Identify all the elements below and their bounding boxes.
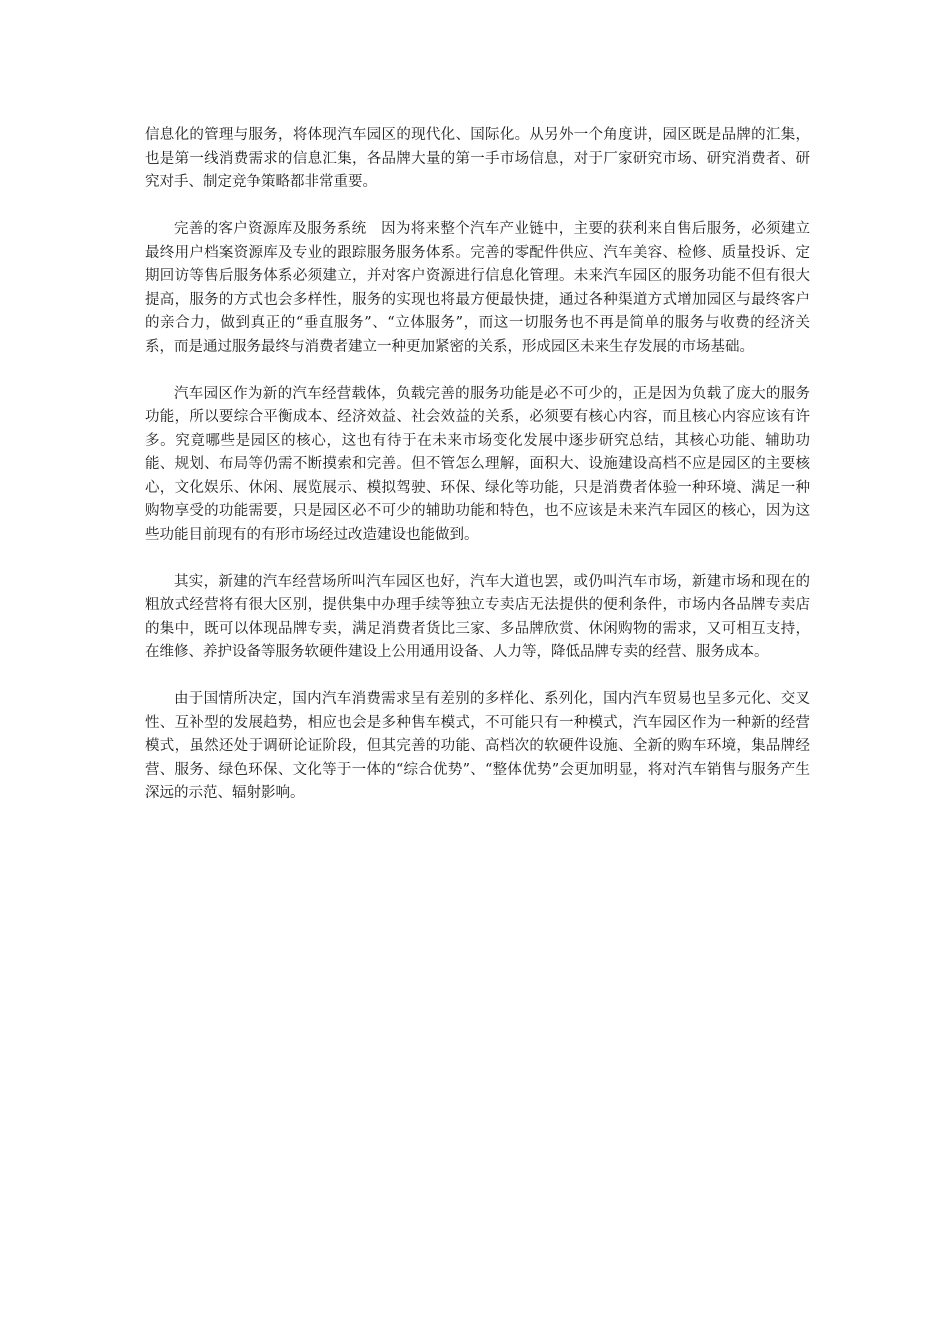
document-body bbox=[145, 124, 810, 829]
paragraph-new-market: 其实，新建的汽车经营场所叫汽车园区也好，汽车大道也罢，或仍叫汽车市场，新建市场和现在的粗放式经营将有很大区别，提供集中办理手续等独立专卖店无法提供的便利条件，市场内各品牌专卖店的集中，既可以体现品牌专卖，满足消费者货比三家、多品牌欣赏、休闲购物的需求，又可相互支持，在维修、养护设备等服务软硬件建设上公用通用设备、人力等，降低品牌专卖的经营、服务成本。 bbox=[145, 573, 810, 660]
paragraph-continuation: 信息化的管理与服务，将体现汽车园区的现代化、国际化。从另外一个角度讲，园区既是品牌的汇集，也是第一线消费需求的信息汇集，各品牌大量的第一手市场信息，对于厂家研究市场、研究消费者、研究对手、制定竞争策略都非常重要。 bbox=[145, 127, 810, 190]
paragraph-customer-resource: 完善的客户资源库及服务系统 因为将来整个汽车产业链中，主要的获利来自售后服务，必须建立最终用户档案资源库及专业的跟踪服务服务体系。完善的零配件供应、汽车美容、检修、质量投诉、定期回访等售后服务体系必须建立，并对客户资源进行信息化管理。未来汽车园区的服务功能不但有很大提高，服务的方式也会多样性，服务的实现也将最方便最快捷，通过各种渠道方式增加园区与最终客户的亲合力，做到真正的“垂直服务”、“立体服务”，而这一切服务也不再是简单的服务与收费的经济关系，而是通过服务最终与消费者建立一种更加紧密的关系，形成园区未来生存发展的市场基础。 bbox=[145, 221, 810, 355]
paragraph-conclusion: 由于国情所决定，国内汽车消费需求呈有差别的多样化、系列化，国内汽车贸易也呈多元化、交叉性、互补型的发展趋势，相应也会是多种售车模式，不可能只有一种模式，汽车园区作为一种新的经营模式，虽然还处于调研论证阶段，但其完善的功能、高档次的软硬件设施、全新的购车环境，集品牌经营、服务、绿色环保、文化等于一体的“综合优势”、“整体优势”会更加明显，将对汽车销售与服务产生深远的示范、辐射影响。 bbox=[145, 691, 810, 801]
paragraph-park-core: 汽车园区作为新的汽车经营载体，负载完善的服务功能是必不可少的，正是因为负载了庞大的服务功能，所以要综合平衡成本、经济效益、社会效益的关系，必须要有核心内容，而且核心内容应该有许多。究竟哪些是园区的核心，这也有待于在未来市场变化发展中逐步研究总结，其核心功能、辅助功能、规划、布局等仍需不断摸索和完善。但不管怎么理解，面积大、设施建设高档不应是园区的主要核心，文化娱乐、休闲、展览展示、模拟驾驶、环保、绿化等功能，只是消费者体验一种环境、满足一种购物享受的功能需要，只是园区必不可少的辅助功能和特色，也不应该是未来汽车园区的核心，因为这些功能目前现有的有形市场经过改造建设也能做到。 bbox=[145, 385, 810, 543]
